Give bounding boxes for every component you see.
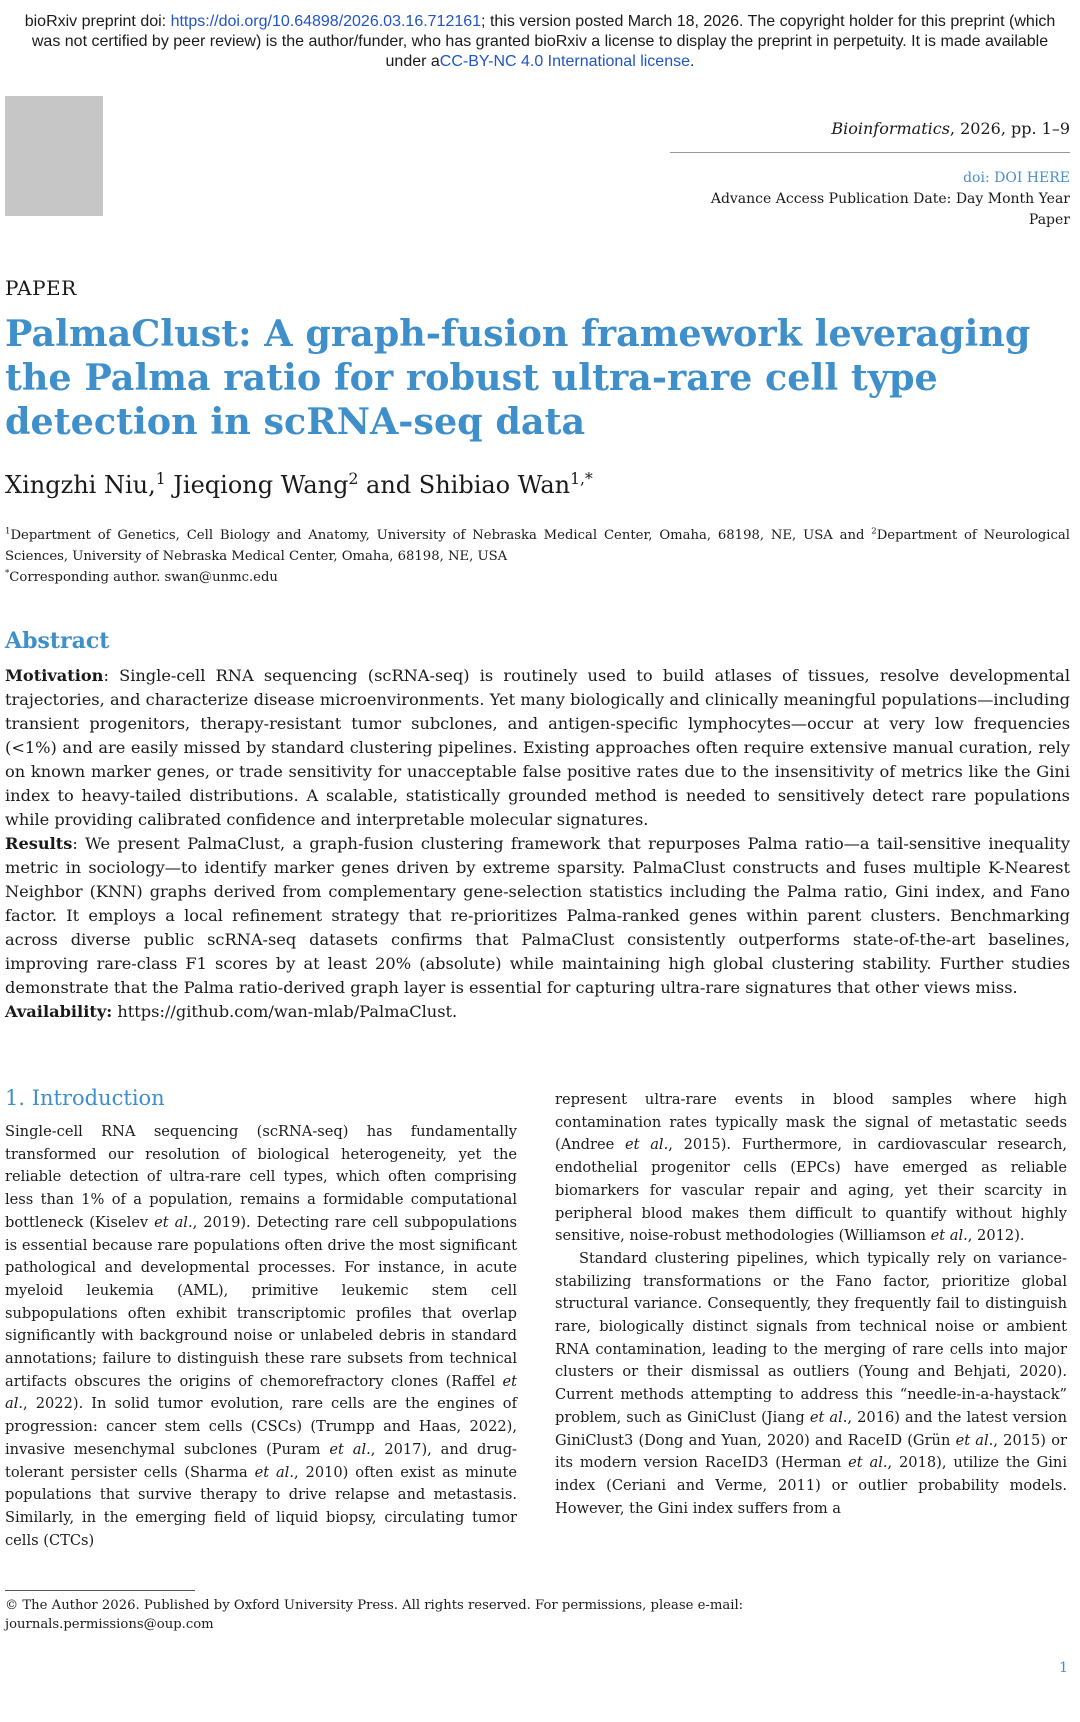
abstract-availability xyxy=(5,1000,1070,1024)
author-3: and Shibiao Wan xyxy=(358,471,571,499)
journal-name: Bioinformatics xyxy=(831,119,950,138)
intro-text: , 2016) and the latest version GiniClust3 (Dong and Yuan, 2020) and RaceID (Grün xyxy=(555,1408,1067,1449)
affil-2-sup: 2 xyxy=(871,526,877,537)
intro-column-left xyxy=(5,1121,517,1552)
corresponding-author: Corresponding author. swan@unmc.edu xyxy=(9,570,278,585)
intro-text: , 2012). xyxy=(967,1227,1025,1245)
availability-label: Availability: xyxy=(5,1002,113,1021)
intro-text: , 2022). In solid tumor evolution, rare cells are the engines of progression: cancer stem cells (CSCs) (Trumpp and Haas, 2022), invasive mesenchymal subclones (Puram xyxy=(5,1395,517,1458)
author-2-affil: 2 xyxy=(348,470,359,488)
intro-text: , 2017), and drug-tolerant persister cells (Sharma xyxy=(5,1440,517,1481)
abstract-motivation xyxy=(5,664,1070,832)
intro-text: , 2018), utilize the Gini index (Ceriani and Verme, 2011) or outlier probability models. However, the Gini index suffers from a xyxy=(555,1454,1067,1517)
etal: et al. xyxy=(329,1440,371,1458)
intro-paragraph-1 xyxy=(5,1121,517,1552)
license-link[interactable]: CC-BY-NC 4.0 International license xyxy=(439,53,690,70)
advance-access-date: Advance Access Publication Date: Day Month Year xyxy=(710,191,1070,207)
affiliations xyxy=(5,525,1070,588)
biorxiv-end: . xyxy=(690,53,695,70)
intro-text: , 2015) or its modern version RaceID3 (Herman xyxy=(555,1431,1067,1472)
results-label: Results xyxy=(5,834,73,853)
footer-divider xyxy=(5,1590,195,1591)
author-3-affil: 1,* xyxy=(570,470,593,488)
author-2: Jieqiong Wang xyxy=(165,471,349,499)
intro-text: Standard clustering pipelines, which typically rely on variance-stabilizing transformations or the Fano factor, prioritize global structural variance. Consequently, they frequently fail to distinguish rare, biologically distinct signals from technical noise or ambient RNA contamination, leading to the merging of rare cells into major clusters or their dismissal as outliers (Young and Behjati, 2020). Current methods attempting to address this “needle-in-a-haystack” problem, such as GiniClust (Jiang xyxy=(555,1249,1067,1426)
biorxiv-notice: ; this version posted March 18, 2026. The copyright holder for this preprint (which was not certified by peer review) is the author/funder, who has granted bioRxiv a license to display the preprint in perpetuity. It is made available under a xyxy=(31,13,1056,70)
etal: et al. xyxy=(254,1463,294,1481)
author-1: Xingzhi Niu, xyxy=(5,471,156,499)
etal: et al. xyxy=(930,1227,968,1245)
intro-text: , 2015). Furthermore, in cardiovascular research, endothelial progenitor cells (EPCs) have emerged as reliable biomarkers for vascular repair and aging, yet their scarcity in peripheral blood makes them difficult to quantify without highly sensitive, noise-robust methodologies (Williamson xyxy=(555,1136,1067,1245)
corr-sup: * xyxy=(5,568,10,579)
abstract-heading: Abstract xyxy=(5,628,110,654)
affil-1-sup: 1 xyxy=(5,526,11,537)
intro-paragraph-2 xyxy=(555,1248,1067,1520)
intro-paragraph-1-cont xyxy=(555,1089,1067,1248)
paper-type: Paper xyxy=(1028,212,1070,228)
etal: et al. xyxy=(809,1408,848,1426)
page-number: 1 xyxy=(1059,1660,1068,1676)
motivation-label: Motivation xyxy=(5,666,104,685)
paper-title: PalmaClust: A graph-fusion framework leveraging the Palma ratio for robust ultra-rare cell type detection in scRNA-seq data xyxy=(5,312,1031,443)
meta-divider xyxy=(670,152,1070,153)
etal: et al. xyxy=(848,1454,888,1472)
etal: et al. xyxy=(955,1431,994,1449)
affil-1: Department of Genetics, Cell Biology and Anatomy, University of Nebraska Medical Center, Omaha, 68198, NE, USA and xyxy=(10,528,872,543)
author-1-affil: 1 xyxy=(155,470,166,488)
article-doi: doi: DOI HERE xyxy=(963,170,1070,186)
journal-citation xyxy=(831,118,1070,141)
intro-text: , 2010) often exist as minute populations that survive therapy to drive relapse and metastasis. Similarly, in the emerging field of liquid biopsy, circulating tumor cells (CTCs) xyxy=(5,1463,517,1549)
intro-text: Single-cell RNA sequencing (scRNA-seq) has fundamentally transformed our resolution of biological heterogeneity, yet the reliable detection of ultra-rare cell types, which often comprising less than 1% of a population, remains a formidable computational bottleneck (Kiselev xyxy=(5,1123,517,1231)
etal: et al. xyxy=(5,1372,517,1413)
intro-text: represent ultra-rare events in blood samples where high contamination rates typically mask the signal of metastatic seeds (Andree xyxy=(555,1091,1067,1154)
etal: et al. xyxy=(154,1213,193,1231)
journal-logo-placeholder xyxy=(5,96,103,216)
intro-column-right xyxy=(555,1089,1067,1520)
doi-link[interactable]: https://doi.org/10.64898/2026.03.16.712161 xyxy=(170,13,482,30)
biorxiv-header xyxy=(20,12,1060,72)
motivation-text: : Single-cell RNA sequencing (scRNA-seq) is routinely used to build atlases of tissues, resolve developmental trajectories, and characterize disease microenvironments. Yet many biologically and clinically meaningful populations—including transient progenitors, therapy-resistant tumor subclones, and antigen-specific lymphocytes—occur at very low frequencies (<1%) and are easily missed by standard clustering pipelines. Existing approaches often require extensive manual curation, rely on known marker genes, or trade sensitivity for unacceptable false positive rates due to the insensitivity of metrics like the Gini index to heavy-tailed distributions. A scalable, statistically grounded method is needed to sensitively detect rare populations while providing calibrated confidence and interpretable molecular signatures. xyxy=(5,666,1070,829)
section-label: PAPER xyxy=(5,276,77,300)
results-text: : We present PalmaClust, a graph-fusion clustering framework that repurposes Palma ratio—a tail-sensitive inequality metric in sociology—to identify marker genes driven by extreme sparsity. PalmaClust constructs and fuses multiple K-Nearest Neighbor (KNN) graphs derived from complementary gene-selection statistics including the Palma ratio, Gini index, and Fano factor. It employs a local refinement strategy that re-prioritizes Palma-ranked genes within parent clusters. Benchmarking across diverse public scRNA-seq datasets confirms that PalmaClust consistently outperforms state-of-the-art baselines, improving rare-class F1 scores by at least 20% (absolute) while maintaining high global clustering stability. Further studies demonstrate that the Palma ratio-derived graph layer is essential for capturing ultra-rare signatures that other views miss. xyxy=(5,834,1070,997)
journal-year-pages: , 2026, pp. 1–9 xyxy=(949,119,1070,138)
copyright-footer: © The Author 2026. Published by Oxford University Press. All rights reserved. For permissions, please e-mail: journals.permissions@oup.com xyxy=(5,1598,744,1632)
abstract-body xyxy=(5,664,1070,1024)
intro-text: , 2019). Detecting rare cell subpopulations is essential because rare populations often drive the most significant pathological and developmental processes. For instance, in acute myeloid leukemia (AML), primitive leukemic stem cell subpopulations often exhibit transcriptomic profiles that overlap significantly with background noise or unlabeled debris in standard annotations; failure to distinguish these rare subsets from technical artifacts obscures the origins of chemorefractory clones (Raffel xyxy=(5,1213,517,1390)
author-list xyxy=(5,470,593,500)
etal: et al. xyxy=(624,1136,669,1154)
biorxiv-prefix: bioRxiv preprint doi: xyxy=(24,13,171,30)
introduction-heading: 1. Introduction xyxy=(5,1086,165,1110)
abstract-results xyxy=(5,832,1070,1000)
affil-2: Department of Neurological Sciences, University of Nebraska Medical Center, Omaha, 68198, NE, USA xyxy=(5,528,1070,564)
availability-link[interactable]: https://github.com/wan-mlab/PalmaClust. xyxy=(112,1002,458,1021)
